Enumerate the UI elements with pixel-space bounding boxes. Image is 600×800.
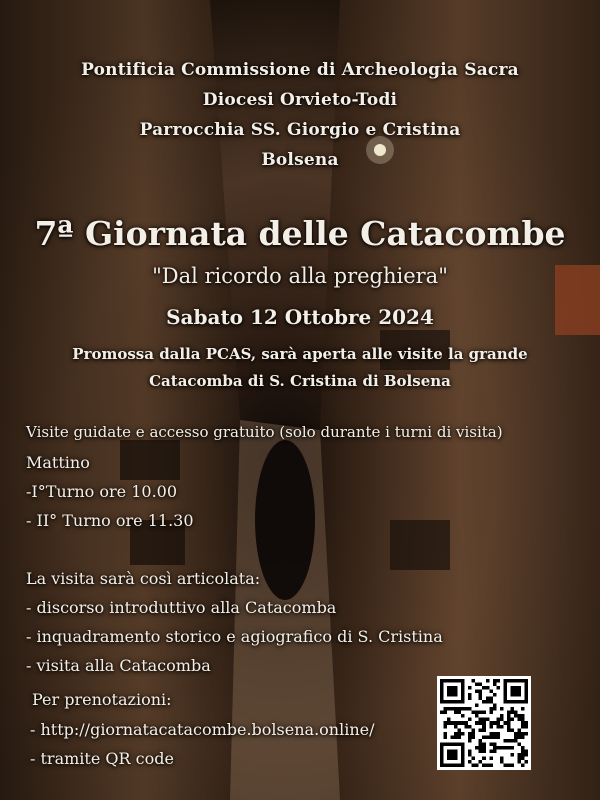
header-line-diocese: Diocesi Orvieto-Todi [202,90,398,110]
program-item-1: - discorso introduttivo alla Catacomba [26,598,337,617]
booking-qr-text: - tramite QR code [30,749,174,768]
event-title: 7ª Giornata delle Catacombe [34,214,566,253]
booking-title: Per prenotazioni: [32,690,172,709]
program-intro: La visita sarà così articolata: [26,569,261,588]
qr-code-icon[interactable] [437,676,531,770]
event-date: Sabato 12 Ottobre 2024 [166,305,434,329]
program-item-2: - inquadramento storico e agiografico di S. Cristina [26,627,443,646]
visits-turn-2: - II° Turno ore 11.30 [26,511,194,530]
visits-morning: Mattino [26,453,90,472]
program-item-3: - visita alla Catacomba [26,656,211,675]
visits-turn-1: -I°Turno ore 10.00 [26,482,178,501]
header-line-town: Bolsena [261,150,339,170]
promo-line-2: Catacomba di S. Cristina di Bolsena [149,372,451,390]
booking-url-link[interactable]: - http://giornatacatacombe.bolsena.online/ [30,720,375,739]
promo-line-1: Promossa dalla PCAS, sarà aperta alle visite la grande [72,345,528,363]
event-subtitle: "Dal ricordo alla preghiera" [152,264,448,288]
header-line-parish: Parrocchia SS. Giorgio e Cristina [139,120,461,140]
visits-intro: Visite guidate e accesso gratuito (solo durante i turni di visita) [26,423,503,441]
header-line-commission: Pontificia Commissione di Archeologia Sacra [81,60,519,80]
